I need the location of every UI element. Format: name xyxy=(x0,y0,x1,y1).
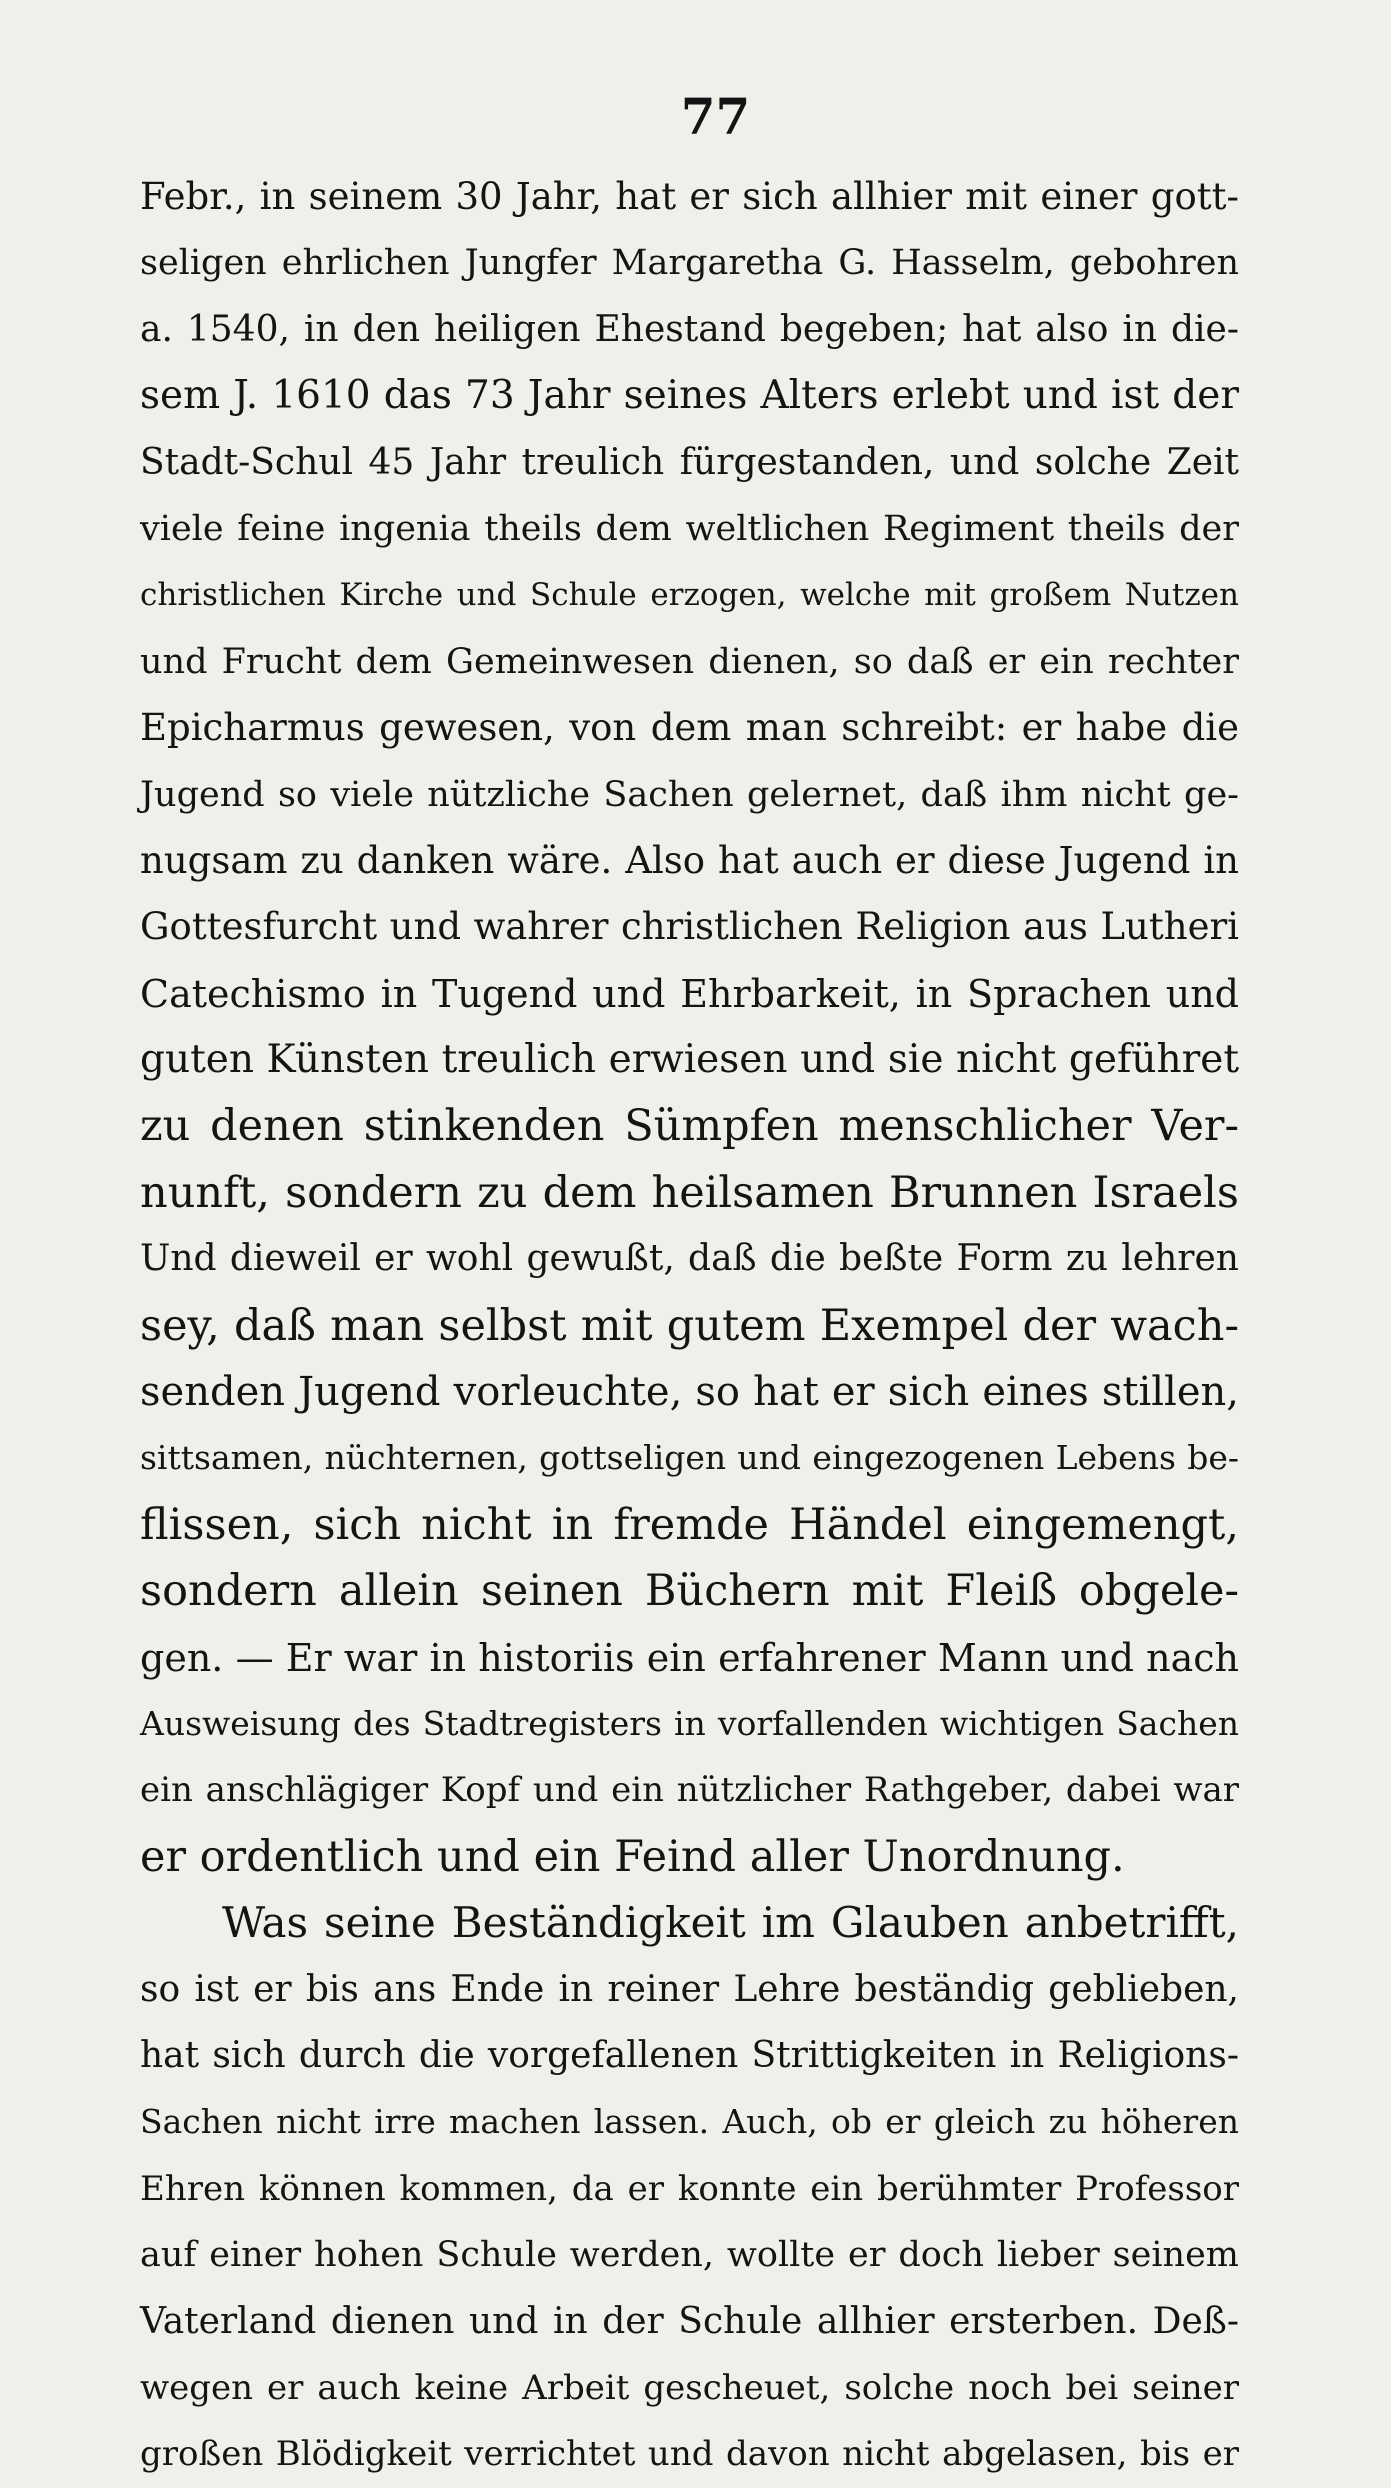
body-text xyxy=(140,164,1239,2488)
text-line: großen Blödigkeit verrichtet und davon nicht abgelasen, bis er xyxy=(140,2434,1239,2475)
text-line: so ist er bis ans Ende in reiner Lehre beständig geblieben, xyxy=(140,1968,1239,2010)
text-line: nunft, sondern zu dem heilsamen Brunnen Israels xyxy=(140,1167,1239,1218)
paragraph-1 xyxy=(140,164,1239,1890)
text-line: Sachen nicht irre machen lassen. Auch, ob er gleich zu höheren xyxy=(140,2102,1239,2142)
text-line: flissen, sich nicht in fremde Händel eingemengt, xyxy=(140,1499,1239,1550)
text-line: und Frucht dem Gemeinwesen dienen, so daß er ein rechter xyxy=(140,641,1239,682)
page-number: 77 xyxy=(680,87,751,146)
text-line: gen. — Er war in historiis ein erfahrener Mann und nach xyxy=(140,1635,1239,1680)
text-line: Was seine Beständigkeit im Glauben anbetrifft, xyxy=(222,1898,1239,1948)
text-line: sittsamen, nüchternen, gottseligen und eingezogenen Lebens be- xyxy=(140,1438,1239,1478)
paragraph-2 xyxy=(140,1890,1239,2488)
text-line: viele feine ingenia theils dem weltlichen Regiment theils der xyxy=(140,508,1239,549)
text-line: sey, daß man selbst mit gutem Exempel der wach- xyxy=(140,1300,1239,1351)
text-line: Epicharmus gewesen, von dem man schreibt: er habe die xyxy=(140,706,1239,750)
text-line: auf einer hohen Schule werden, wollte er doch lieber seinem xyxy=(140,2235,1239,2276)
text-line: er ordentlich und ein Feind aller Unordnung. xyxy=(140,1831,1125,1882)
text-line: hat sich durch die vorgefallenen Strittigkeiten in Religions- xyxy=(140,2034,1239,2076)
text-line: Vaterland dienen und in der Schule allhier ersterben. Deß- xyxy=(140,2300,1239,2342)
text-line: nugsam zu danken wäre. Also hat auch er diese Jugend in xyxy=(140,838,1239,882)
text-line: Catechismo in Tugend und Ehrbarkeit, in Sprachen und xyxy=(140,971,1239,1016)
text-line: guten Künsten treulich erwiesen und sie nicht geführet xyxy=(140,1037,1239,1083)
text-line: wegen er auch keine Arbeit gescheuet, solche noch bei seiner xyxy=(140,2367,1239,2408)
text-line: Stadt-Schul 45 Jahr treulich fürgestanden, und solche Zeit xyxy=(140,441,1239,483)
text-line: sondern allein seinen Büchern mit Fleiß obgele- xyxy=(140,1566,1239,1617)
text-line: ein anschlägiger Kopf und ein nützlicher Rathgeber, dabei war xyxy=(140,1770,1239,1811)
text-line: a. 1540, in den heiligen Ehestand begeben; hat also in die- xyxy=(140,308,1239,350)
text-line: Ehren können kommen, da er konnte ein berühmter Professor xyxy=(140,2168,1239,2209)
text-line: seligen ehrlichen Jungfer Margaretha G. Hasselm, gebohren xyxy=(140,243,1239,284)
text-line: Gottesfurcht und wahrer christlichen Religion aus Lutheri xyxy=(140,905,1239,949)
text-line: Ausweisung des Stadtregisters in vorfallenden wichtigen Sachen xyxy=(140,1703,1239,1743)
text-line: christlichen Kirche und Schule erzogen, welche mit großem Nutzen xyxy=(140,577,1239,614)
text-line: Febr., in seinem 30 Jahr, hat er sich allhier mit einer gott- xyxy=(140,175,1239,218)
text-line: senden Jugend vorleuchte, so hat er sich eines stillen, xyxy=(140,1369,1239,1416)
text-line: zu denen stinkenden Sümpfen menschlicher Ver- xyxy=(140,1101,1239,1152)
text-line: Und dieweil er wohl gewußt, daß die beßte Form zu lehren xyxy=(140,1238,1239,1280)
text-line: Jugend so viele nützliche Sachen gelernet, daß ihm nicht ge- xyxy=(140,774,1239,815)
text-line: sem J. 1610 das 73 Jahr seines Alters erlebt und ist der xyxy=(140,373,1239,419)
